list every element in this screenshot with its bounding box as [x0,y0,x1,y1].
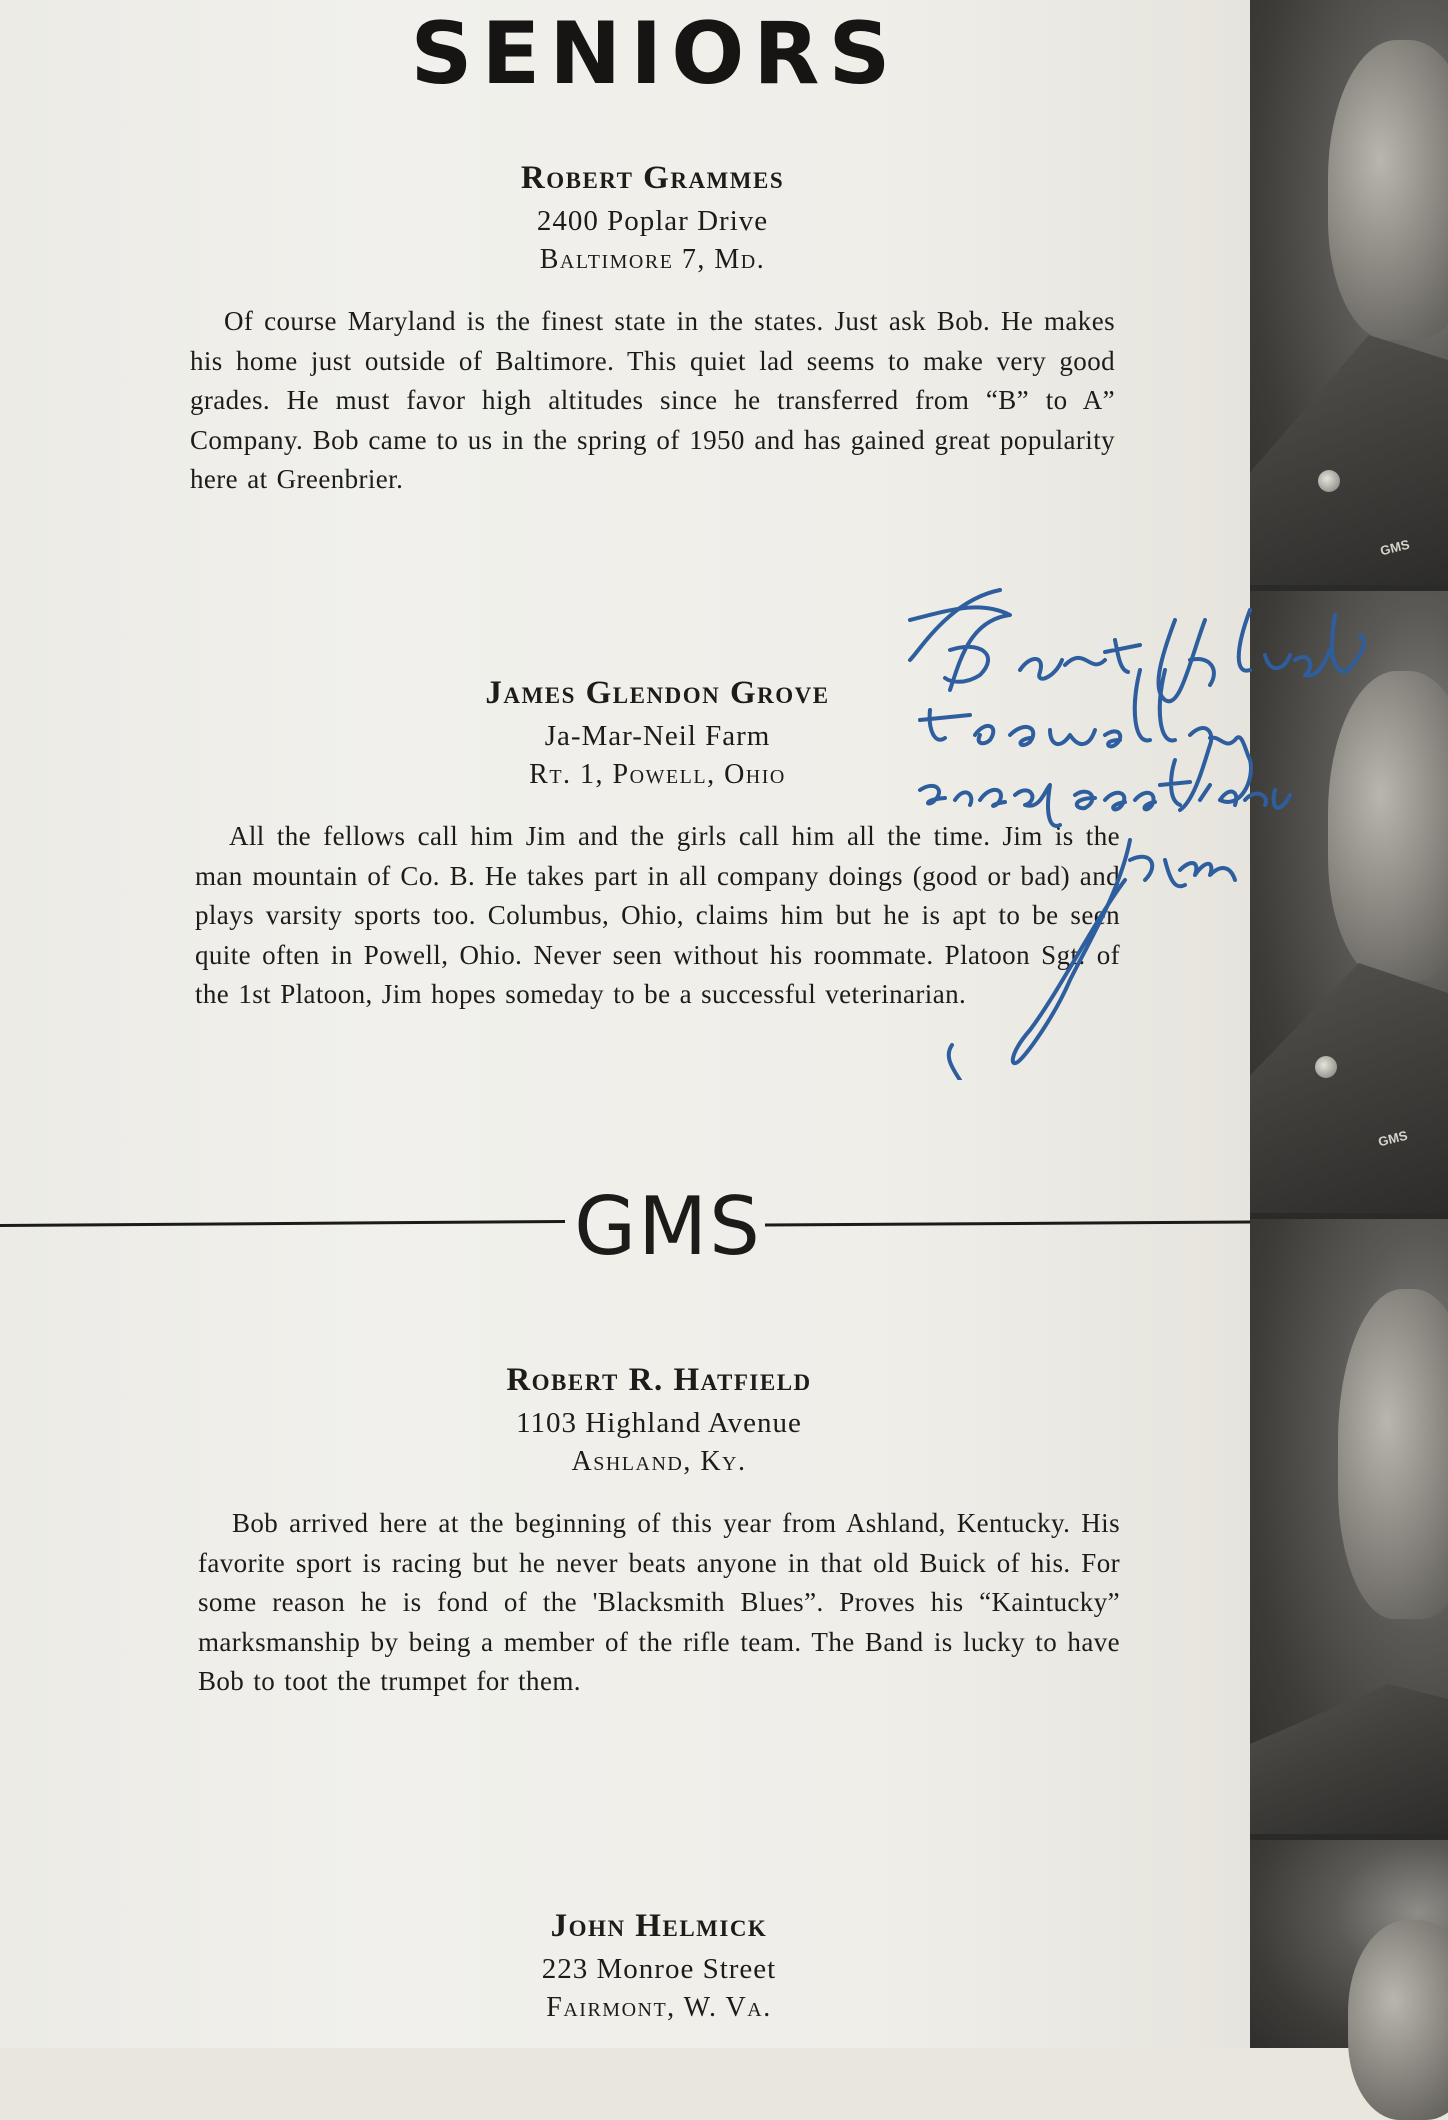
uniform-button-icon [1318,470,1340,492]
collar-badge: GMS [1378,536,1411,559]
page-heading: SENIORS [410,4,900,104]
senior-name: James Glendon Grove [485,675,830,711]
senior-city: Rt. 1, Powell, Ohio [529,759,786,790]
senior-address: 223 Monroe Street [541,1953,777,1985]
senior-address: 2400 Poplar Drive [536,205,769,237]
senior-address: Ja-Mar-Neil Farm [544,720,771,752]
senior-city: Ashland, Ky. [571,1446,747,1477]
senior-city: Fairmont, W. Va. [546,1992,772,2023]
portrait-face [1348,1920,1448,2120]
senior-name: Robert Grammes [520,160,785,196]
portrait-photo [1250,1840,1448,2048]
handwritten-inscription [890,560,1390,1080]
senior-bio [198,1504,1120,1702]
senior-bio-text: All the fellows call him Jim and the girls call him all the time. Jim is the man mountain of Co. B. He takes part in all company doings (good or bad) and plays varsity sports too. Columbus, Ohio, claims him but he is apt to be seen quite often in Powell, Ohio. Never seen without his roommate. Platoon Sgt. of the 1st Platoon, Jim hopes someday to be a successful veterinarian. [195,821,1120,1009]
senior-bio-text: Bob arrived here at the beginning of this year from Ashland, Kentucky. His favorite sport is racing but he never beats anyone in that old Buick of his. For some reason he is fond of the 'Blacksmith Blues”. Proves his “Kaintucky” marksmanship by being a member of the rifle team. The Band is lucky to have Bob to toot the trumpet for them. [198,1508,1120,1696]
senior-address: 1103 Highland Avenue [516,1407,802,1439]
senior-name: Robert R. Hatfield [506,1362,812,1398]
senior-entry [198,1908,1120,2024]
senior-name: John Helmick [550,1908,768,1944]
collar-badge: GMS [1376,1127,1409,1150]
portrait-photo [1250,0,1448,585]
portrait-photo [1250,1219,1448,1834]
portrait-jacket [1250,1684,1448,1834]
senior-entry [190,160,1115,500]
senior-bio-text: Of course Maryland is the finest state in the states. Just ask Bob. He makes his home just outside of Baltimore. This quiet lad seems to make very good grades. He must favor high altitudes since he transferred from “B” to A” Company. Bob came to us in the spring of 1950 and has gained great popularity here at Greenbrier. [190,306,1115,494]
section-divider [0,1180,1250,1280]
portrait-face [1338,1289,1448,1619]
senior-entry [198,1362,1120,1702]
portrait-jacket [1250,335,1448,585]
portrait-face [1328,40,1448,340]
senior-city: Baltimore 7, Md. [539,244,766,275]
divider-mark: GMS [574,1180,762,1273]
senior-bio [190,302,1115,500]
